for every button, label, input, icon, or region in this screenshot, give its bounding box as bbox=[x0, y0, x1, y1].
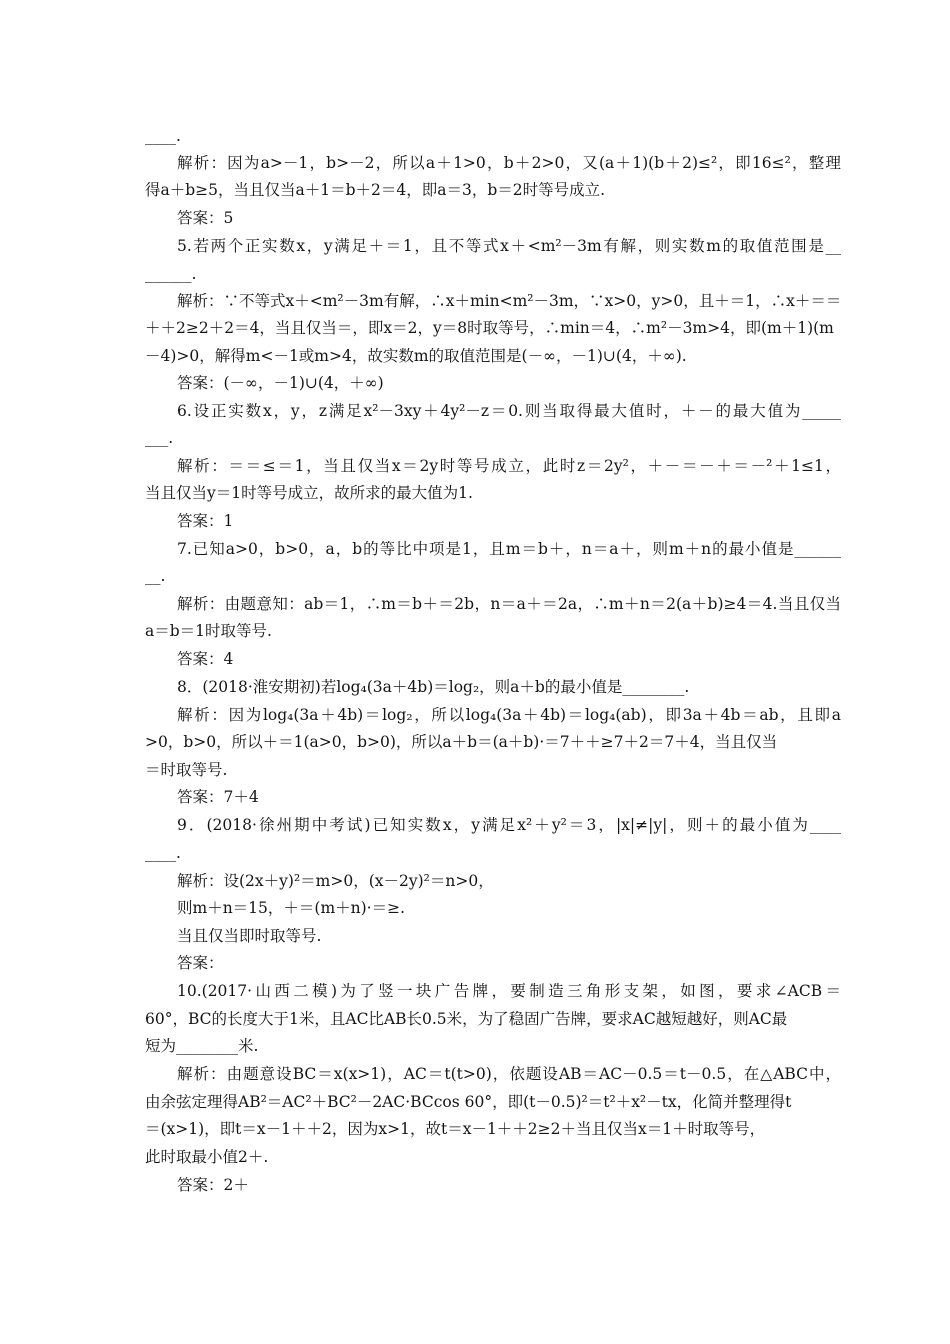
text-line: 解析：＝＝≤＝1，当且仅当x＝2y时等号成立，此时z＝2y²，＋－＝－＋＝－²＋1≤1， bbox=[177, 457, 841, 475]
text-line: 解析：因为a>－1，b>－2，所以a＋1>0，b＋2>0，又(a＋1)(b＋2)≤²，即16≤²，整理 bbox=[177, 154, 841, 172]
answer-line: 答案：5 bbox=[177, 209, 234, 227]
text-line: ____. bbox=[145, 127, 181, 145]
question-10: 10.(2017·山西二模)为了竖一块广告牌，要制造三角形支架，如图，要求∠ACB＝ bbox=[177, 982, 841, 1000]
question-7: 7.已知a>0，b>0，a，b的等比中项是1，且m＝b＋，n＝a＋，则m＋n的最小值是______ bbox=[177, 540, 841, 558]
text-line: 解析：由题意知：ab＝1，∴m＝b＋＝2b，n＝a＋＝2a，∴m＋n＝2(a＋b)≥4＝4.当且仅当 bbox=[177, 595, 841, 613]
text-line: ＝(x>1)，即t＝x－1＋＋2，因为x>1，故t＝x－1＋＋2≥2＋当且仅当x＝1＋时取等号， bbox=[145, 1120, 766, 1138]
text-line: 短为________米. bbox=[145, 1037, 259, 1055]
question-5: 5.若两个正实数x，y满足＋＝1，且不等式x＋<m²－3m有解，则实数m的取值范围是__ bbox=[177, 237, 841, 255]
text-line: >0，b>0，所以＋＝1(a>0，b>0)，所以a＋b＝(a＋b)·＝7＋＋≥7＋2＝7＋4，当且仅当 bbox=[145, 733, 778, 751]
answer-line: 答案：1 bbox=[177, 512, 234, 530]
text-line: ＋＋2≥2＋2＝4，当且仅当＝，即x＝2，y＝8时取等号，∴min＝4，∴m²－3m>4，即(m＋1)(m bbox=[145, 319, 834, 337]
text-line: 解析：因为log₄(3a＋4b)＝log₂，所以log₄(3a＋4b)＝log₄(ab)，即3a＋4b＝ab，且即a bbox=[177, 706, 841, 724]
text-line: 得a＋b≥5，当且仅当a＋1＝b＋2＝4，即a＝3，b＝2时等号成立. bbox=[145, 181, 606, 199]
text-line: ___. bbox=[145, 429, 174, 447]
answer-line: 答案：4 bbox=[177, 650, 234, 668]
text-line: 由余弦定理得AB²＝AC²＋BC²－2AC·BCcos 60°，即(t－0.5)²＝t²＋x²－tx，化简并整理得t bbox=[145, 1093, 792, 1111]
answer-line: 答案： bbox=[177, 954, 224, 972]
text-line: 解析：设(2x＋y)²＝m>0，(x－2y)²＝n>0， bbox=[177, 872, 494, 890]
text-line: a＝b＝1时取等号. bbox=[145, 622, 272, 640]
question-9: 9．(2018·徐州期中考试)已知实数x，y满足x²＋y²＝3，|x|≠|y|，则＋的最小值为____ bbox=[177, 816, 841, 834]
text-line: 60°，BC的长度大于1米，且AC比AB长0.5米，为了稳固广告牌，要求AC越短越好，则AC最 bbox=[145, 1010, 788, 1028]
answer-line: 答案：7＋4 bbox=[177, 788, 259, 806]
text-line: 当且仅当即时取等号. bbox=[177, 927, 322, 945]
text-line: ＝时取等号. bbox=[145, 761, 228, 779]
text-line: 解析：由题意设BC＝x(x>1)，AC＝t(t>0)，依题设AB＝AC－0.5＝t－0.5，在△ABC中， bbox=[177, 1065, 841, 1083]
question-8: 8．(2018·淮安期初)若log₄(3a＋4b)＝log₂，则a＋b的最小值是________. bbox=[177, 678, 690, 696]
text-line: 则m＋n＝15，＋＝(m＋n)·＝≥. bbox=[177, 899, 406, 917]
answer-line: 答案：2＋ bbox=[177, 1176, 249, 1194]
answer-line: 答案：(－∞，－1)∪(4，＋∞) bbox=[177, 374, 384, 392]
text-line: ______. bbox=[145, 265, 197, 283]
text-line: 当且仅当y＝1时等号成立，故所求的最大值为1. bbox=[145, 484, 473, 502]
text-line: __. bbox=[145, 567, 166, 585]
text-line: ____. bbox=[145, 844, 181, 862]
text-line: －4)>0，解得m<－1或m>4，故实数m的取值范围是(－∞，－1)∪(4，＋∞). bbox=[145, 347, 687, 365]
text-line: 解析：∵不等式x＋<m²－3m有解，∴x＋min<m²－3m，∵x>0，y>0，且＋＝1，∴x＋＝＝ bbox=[177, 292, 842, 310]
text-line: 此时取最小值2＋. bbox=[145, 1148, 269, 1166]
question-6: 6.设正实数x，y，z满足x²－3xy＋4y²－z＝0.则当取得最大值时，＋－的最大值为_____ bbox=[177, 402, 841, 420]
